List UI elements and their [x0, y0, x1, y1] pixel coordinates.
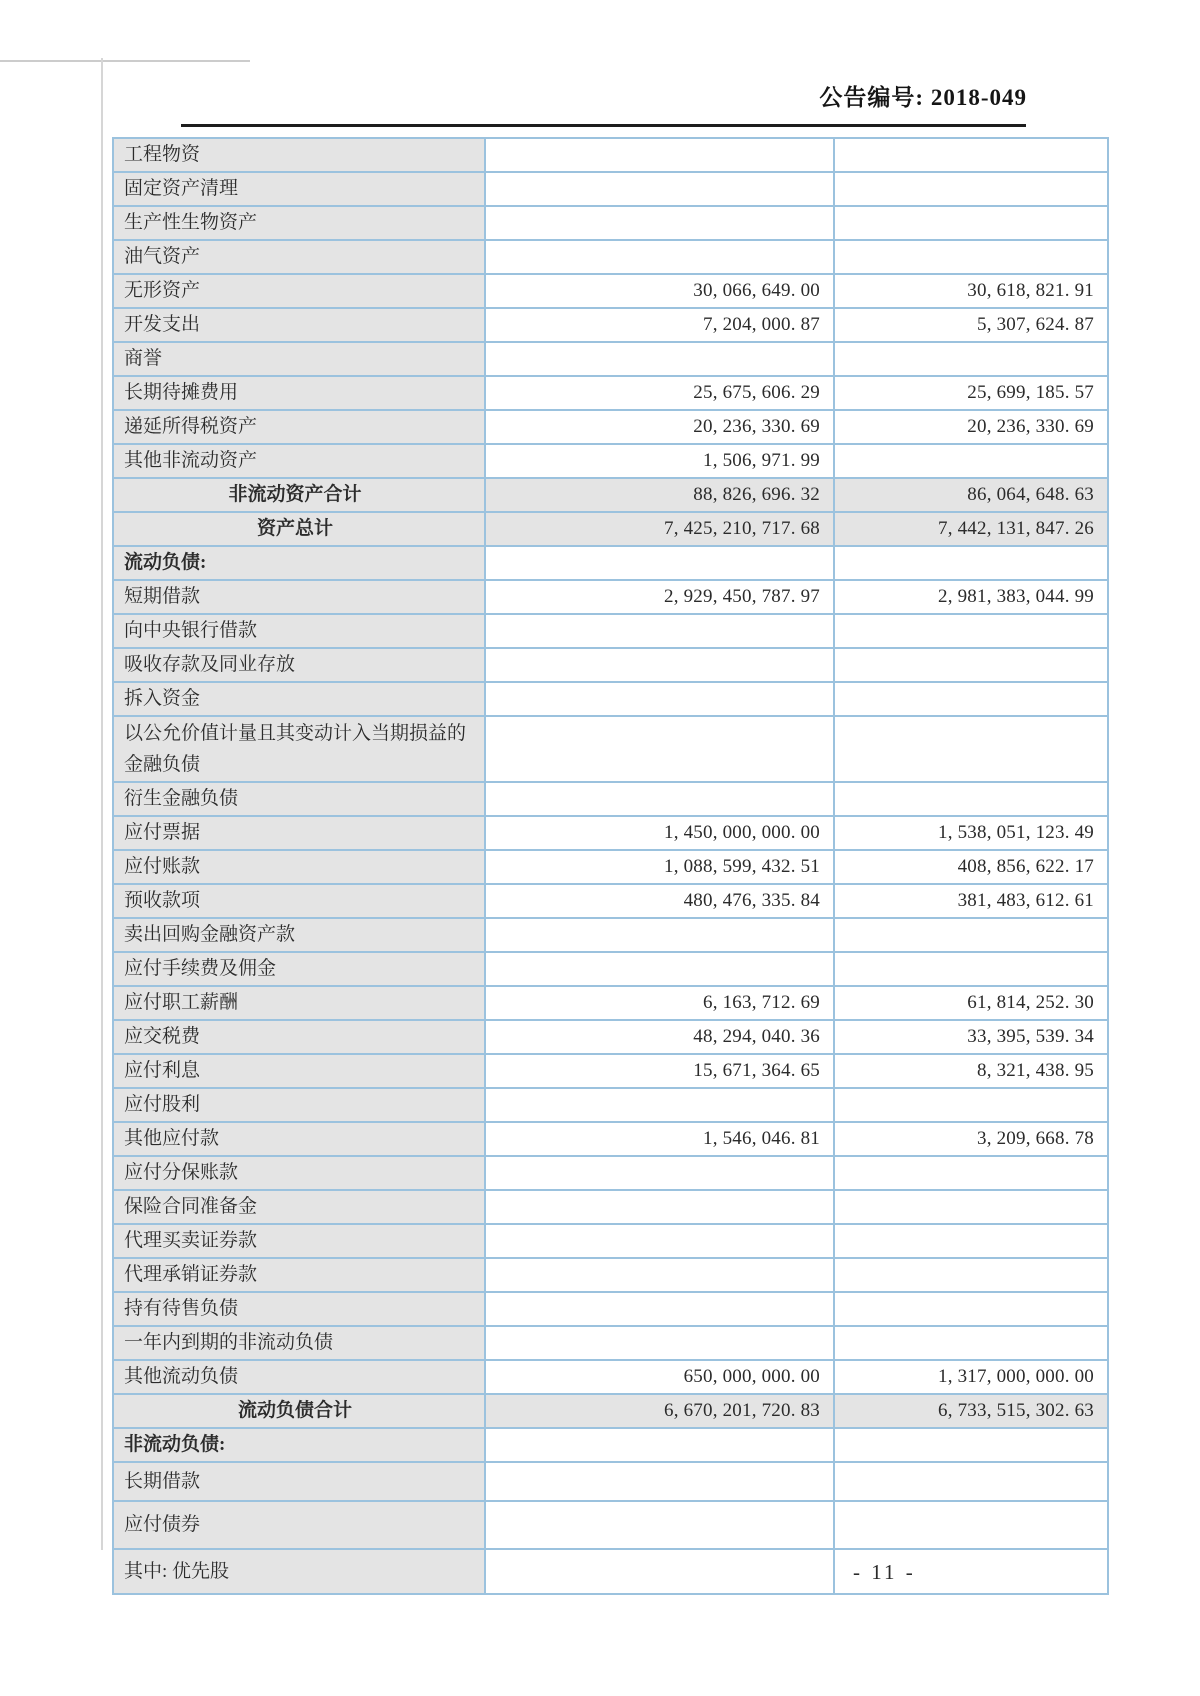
row-value-current-period [485, 342, 834, 376]
row-value-prior-period [834, 614, 1108, 648]
row-value-current-period: 6, 163, 712. 69 [485, 986, 834, 1020]
row-item-label: 一年内到期的非流动负债 [113, 1326, 485, 1360]
row-value-current-period [485, 1156, 834, 1190]
row-value-prior-period: 86, 064, 648. 63 [834, 478, 1108, 512]
table-row [113, 986, 1108, 1020]
row-item-label: 向中央银行借款 [113, 614, 485, 648]
row-value-prior-period [834, 1088, 1108, 1122]
row-value-prior-period [834, 1326, 1108, 1360]
row-value-prior-period: 7, 442, 131, 847. 26 [834, 512, 1108, 546]
row-value-current-period: 1, 450, 000, 000. 00 [485, 816, 834, 850]
scan-artifact-left-line [101, 58, 103, 1550]
table-row [113, 952, 1108, 986]
row-item-label: 工程物资 [113, 138, 485, 172]
table-row [113, 1394, 1108, 1428]
row-item-label: 预收款项 [113, 884, 485, 918]
row-value-prior-period [834, 342, 1108, 376]
row-item-label: 代理买卖证券款 [113, 1224, 485, 1258]
row-value-prior-period [834, 444, 1108, 478]
row-item-label: 应付手续费及佣金 [113, 952, 485, 986]
table-row [113, 682, 1108, 716]
row-value-current-period [485, 782, 834, 816]
row-value-prior-period: 6, 733, 515, 302. 63 [834, 1394, 1108, 1428]
table-row [113, 478, 1108, 512]
row-value-current-period: 25, 675, 606. 29 [485, 376, 834, 410]
row-item-label: 应付账款 [113, 850, 485, 884]
row-value-prior-period [834, 1292, 1108, 1326]
table-row [113, 614, 1108, 648]
row-item-label: 其他流动负债 [113, 1360, 485, 1394]
table-row [113, 1501, 1108, 1549]
row-item-label: 递延所得税资产 [113, 410, 485, 444]
row-value-prior-period: 33, 395, 539. 34 [834, 1020, 1108, 1054]
row-value-prior-period [834, 716, 1108, 782]
row-item-label: 非流动负债: [113, 1428, 485, 1462]
table-row [113, 1326, 1108, 1360]
table-row [113, 274, 1108, 308]
row-item-label: 长期借款 [113, 1462, 485, 1501]
header-rule [181, 124, 1026, 127]
row-value-prior-period [834, 1156, 1108, 1190]
balance-sheet-body [113, 138, 1108, 1594]
table-row [113, 444, 1108, 478]
row-value-prior-period [834, 138, 1108, 172]
row-value-current-period [485, 1428, 834, 1462]
table-row [113, 1020, 1108, 1054]
row-value-current-period: 48, 294, 040. 36 [485, 1020, 834, 1054]
row-value-prior-period [834, 546, 1108, 580]
row-value-current-period: 6, 670, 201, 720. 83 [485, 1394, 834, 1428]
table-row [113, 206, 1108, 240]
row-value-current-period: 1, 546, 046. 81 [485, 1122, 834, 1156]
row-item-label: 应付股利 [113, 1088, 485, 1122]
row-item-label: 开发支出 [113, 308, 485, 342]
row-value-prior-period: 8, 321, 438. 95 [834, 1054, 1108, 1088]
row-value-prior-period: 3, 209, 668. 78 [834, 1122, 1108, 1156]
row-value-prior-period [834, 952, 1108, 986]
row-value-prior-period [834, 1428, 1108, 1462]
row-value-current-period [485, 1501, 834, 1549]
row-value-current-period [485, 546, 834, 580]
row-item-label: 应付票据 [113, 816, 485, 850]
row-value-current-period [485, 952, 834, 986]
row-value-current-period: 20, 236, 330. 69 [485, 410, 834, 444]
table-row [113, 918, 1108, 952]
row-value-current-period [485, 1224, 834, 1258]
page-number: - 11 - [853, 1560, 916, 1584]
row-item-label: 应付债券 [113, 1501, 485, 1549]
table-row [113, 1224, 1108, 1258]
row-item-label: 应付职工薪酬 [113, 986, 485, 1020]
row-item-label: 卖出回购金融资产款 [113, 918, 485, 952]
table-row [113, 580, 1108, 614]
table-row [113, 1292, 1108, 1326]
row-value-prior-period: 25, 699, 185. 57 [834, 376, 1108, 410]
row-value-current-period: 2, 929, 450, 787. 97 [485, 580, 834, 614]
row-item-label: 代理承销证券款 [113, 1258, 485, 1292]
table-row [113, 1428, 1108, 1462]
row-value-current-period [485, 682, 834, 716]
row-value-current-period: 88, 826, 696. 32 [485, 478, 834, 512]
row-value-prior-period: 2, 981, 383, 044. 99 [834, 580, 1108, 614]
row-value-prior-period [834, 1258, 1108, 1292]
row-value-current-period [485, 172, 834, 206]
table-row [113, 1258, 1108, 1292]
row-item-label: 持有待售负债 [113, 1292, 485, 1326]
row-item-label: 短期借款 [113, 580, 485, 614]
row-item-label: 保险合同准备金 [113, 1190, 485, 1224]
row-value-current-period [485, 1258, 834, 1292]
row-item-label: 商誉 [113, 342, 485, 376]
row-value-prior-period [834, 782, 1108, 816]
row-value-current-period: 480, 476, 335. 84 [485, 884, 834, 918]
table-row [113, 816, 1108, 850]
row-value-prior-period: 1, 538, 051, 123. 49 [834, 816, 1108, 850]
row-value-prior-period [834, 172, 1108, 206]
row-item-label: 应付分保账款 [113, 1156, 485, 1190]
row-value-current-period [485, 918, 834, 952]
row-item-label: 应付利息 [113, 1054, 485, 1088]
table-row [113, 308, 1108, 342]
row-value-current-period: 1, 088, 599, 432. 51 [485, 850, 834, 884]
row-item-label: 应交税费 [113, 1020, 485, 1054]
row-value-current-period [485, 1326, 834, 1360]
scan-artifact-top-line [0, 60, 250, 62]
table-row [113, 782, 1108, 816]
announcement-number: 公告编号: 2018-049 [819, 85, 1027, 110]
table-row [113, 1156, 1108, 1190]
table-row [113, 240, 1108, 274]
table-row [113, 850, 1108, 884]
table-row [113, 1088, 1108, 1122]
table-row [113, 342, 1108, 376]
row-value-current-period: 30, 066, 649. 00 [485, 274, 834, 308]
row-value-prior-period [834, 648, 1108, 682]
table-row [113, 376, 1108, 410]
row-value-current-period: 15, 671, 364. 65 [485, 1054, 834, 1088]
row-value-current-period [485, 206, 834, 240]
row-value-current-period [485, 1549, 834, 1594]
row-item-label: 其中: 优先股 [113, 1549, 485, 1594]
row-value-prior-period: 30, 618, 821. 91 [834, 274, 1108, 308]
row-item-label: 无形资产 [113, 274, 485, 308]
row-item-label: 油气资产 [113, 240, 485, 274]
row-value-current-period [485, 614, 834, 648]
row-item-label: 非流动资产合计 [113, 478, 485, 512]
row-value-prior-period: 408, 856, 622. 17 [834, 850, 1108, 884]
row-item-label: 流动负债合计 [113, 1394, 485, 1428]
row-item-label: 以公允价值计量且其变动计入当期损益的金融负债 [113, 716, 485, 782]
row-item-label: 其他非流动资产 [113, 444, 485, 478]
row-value-prior-period: 1, 317, 000, 000. 00 [834, 1360, 1108, 1394]
table-row [113, 1462, 1108, 1501]
row-item-label: 衍生金融负债 [113, 782, 485, 816]
table-row [113, 546, 1108, 580]
row-value-prior-period [834, 206, 1108, 240]
table-row [113, 1360, 1108, 1394]
row-value-current-period [485, 138, 834, 172]
row-value-current-period: 7, 204, 000. 87 [485, 308, 834, 342]
row-item-label: 长期待摊费用 [113, 376, 485, 410]
row-item-label: 吸收存款及同业存放 [113, 648, 485, 682]
table-row [113, 1054, 1108, 1088]
row-item-label: 固定资产清理 [113, 172, 485, 206]
row-value-current-period [485, 648, 834, 682]
table-row [113, 1190, 1108, 1224]
row-value-prior-period [834, 1224, 1108, 1258]
row-item-label: 拆入资金 [113, 682, 485, 716]
row-value-current-period: 7, 425, 210, 717. 68 [485, 512, 834, 546]
row-item-label: 其他应付款 [113, 1122, 485, 1156]
row-value-current-period: 1, 506, 971. 99 [485, 444, 834, 478]
row-value-prior-period [834, 1190, 1108, 1224]
row-value-current-period [485, 1190, 834, 1224]
table-row [113, 648, 1108, 682]
row-value-current-period [485, 1462, 834, 1501]
row-value-current-period [485, 716, 834, 782]
row-value-prior-period [834, 1501, 1108, 1549]
row-value-current-period [485, 240, 834, 274]
table-row [113, 138, 1108, 172]
row-value-prior-period [834, 682, 1108, 716]
row-value-prior-period [834, 240, 1108, 274]
row-value-prior-period [834, 918, 1108, 952]
row-value-prior-period: 381, 483, 612. 61 [834, 884, 1108, 918]
row-value-current-period [485, 1088, 834, 1122]
row-value-prior-period [834, 1462, 1108, 1501]
table-row [113, 884, 1108, 918]
row-value-current-period: 650, 000, 000. 00 [485, 1360, 834, 1394]
row-value-prior-period: 5, 307, 624. 87 [834, 308, 1108, 342]
table-row [113, 512, 1108, 546]
row-value-current-period [485, 1292, 834, 1326]
table-row [113, 1122, 1108, 1156]
table-row [113, 172, 1108, 206]
row-item-label: 生产性生物资产 [113, 206, 485, 240]
balance-sheet-table [112, 137, 1109, 1595]
row-item-label: 流动负债: [113, 546, 485, 580]
row-value-prior-period: 20, 236, 330. 69 [834, 410, 1108, 444]
row-value-prior-period: 61, 814, 252. 30 [834, 986, 1108, 1020]
table-row [113, 410, 1108, 444]
row-item-label: 资产总计 [113, 512, 485, 546]
table-row [113, 1549, 1108, 1594]
table-row [113, 716, 1108, 782]
